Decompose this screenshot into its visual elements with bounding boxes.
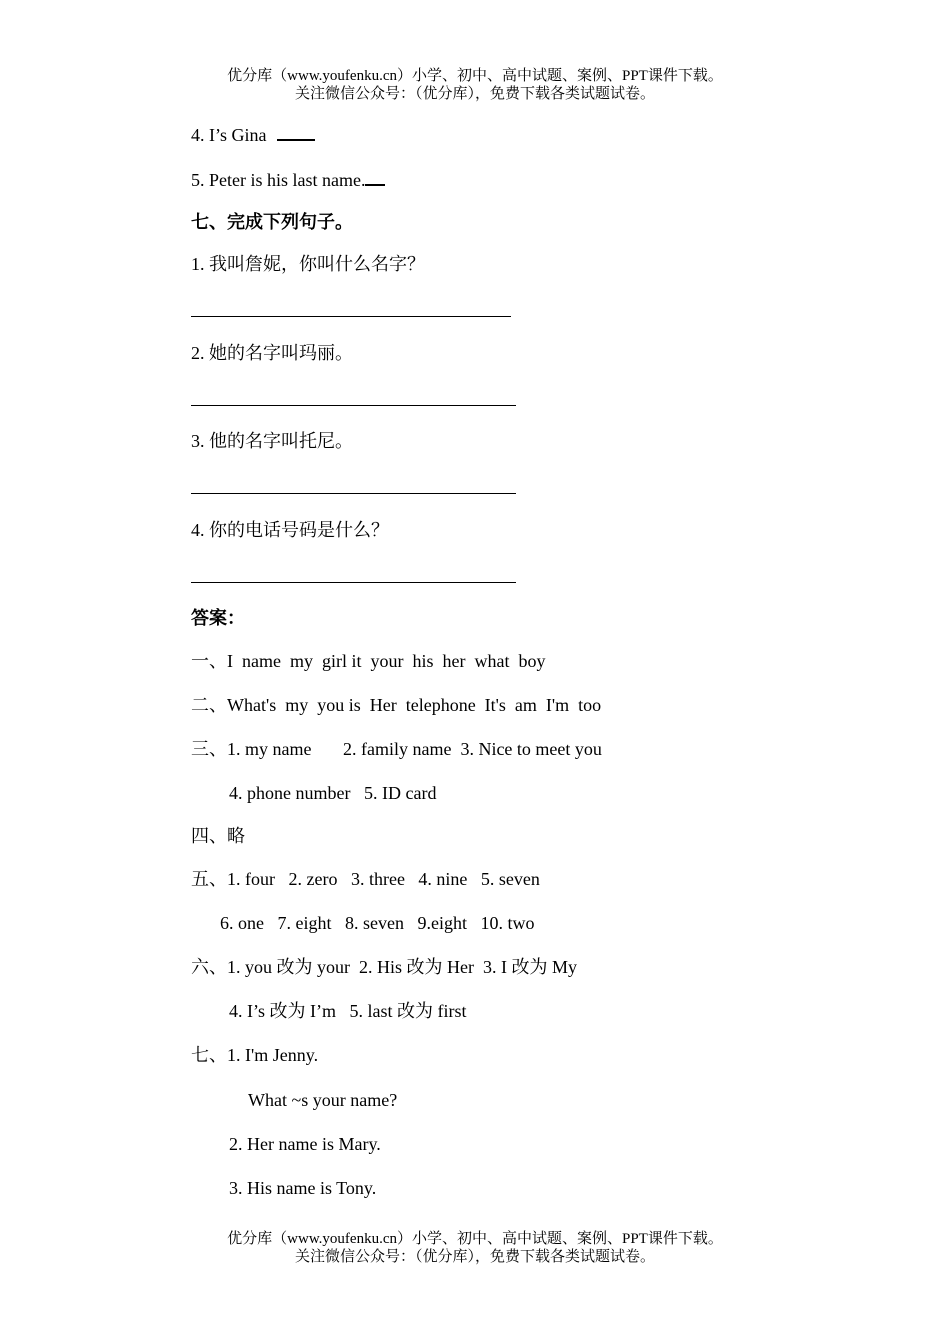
answer-7-line-4: 3. His name is Tony. (229, 1178, 377, 1198)
item-4-text: 4. I’s Gina (191, 125, 271, 145)
answer-line-3 (191, 493, 516, 494)
answer-5-line-1: 五、1. four 2. zero 3. three 4. nine 5. seven (191, 869, 540, 889)
answer-7-line-2: What ~s your name? (248, 1090, 398, 1110)
answer-6-line-2: 4. I’s 改为 I’m 5. last 改为 first (229, 1001, 467, 1021)
answer-line-4 (191, 582, 516, 583)
answer-7-line-1: 七、1. I'm Jenny. (191, 1045, 319, 1065)
item-4-blank (277, 125, 315, 141)
item-4-row (191, 124, 315, 146)
question-3: 3. 他的名字叫托尼。 (191, 431, 353, 451)
answer-4: 四、略 (191, 826, 245, 846)
question-1: 1. 我叫詹妮，你叫什么名字？ (191, 254, 425, 274)
question-4: 4. 你的电话号码是什么？ (191, 520, 389, 540)
item-5-blank (365, 170, 385, 186)
answer-line-1 (191, 316, 511, 317)
answer-7-line-3: 2. Her name is Mary. (229, 1134, 381, 1154)
item-5-text: 5. Peter is his last name. (191, 170, 366, 190)
section-7-title: 七、完成下列句子。 (191, 212, 353, 232)
header-line-2: 关注微信公众号：（优分库），免费下载各类试题试卷。 (294, 86, 655, 102)
answer-line-2 (191, 405, 516, 406)
answer-1: 一、I name my girl it your his her what boy (191, 651, 546, 671)
footer-line-1: 优分库（www.youfenku.cn）小学、初中、高中试题、案例、PPT课件下载。 (227, 1231, 723, 1247)
answer-5-line-2: 6. one 7. eight 8. seven 9.eight 10. two (220, 913, 535, 933)
footer-line-2: 关注微信公众号：（优分库），免费下载各类试题试卷。 (294, 1249, 655, 1265)
answer-6-line-1: 六、1. you 改为 your 2. His 改为 Her 3. I 改为 My (191, 957, 577, 977)
item-5-row (191, 169, 385, 191)
answers-title: 答案： (191, 608, 245, 628)
header-line-1: 优分库（www.youfenku.cn）小学、初中、高中试题、案例、PPT课件下载。 (227, 68, 723, 84)
question-2: 2. 她的名字叫玛丽。 (191, 343, 353, 363)
answer-3-line-2: 4. phone number 5. ID card (229, 783, 437, 803)
answer-2: 二、What's my you is Her telephone It's am I'm too (191, 695, 602, 715)
answer-3-line-1: 三、1. my name 2. family name 3. Nice to meet you (191, 739, 602, 759)
